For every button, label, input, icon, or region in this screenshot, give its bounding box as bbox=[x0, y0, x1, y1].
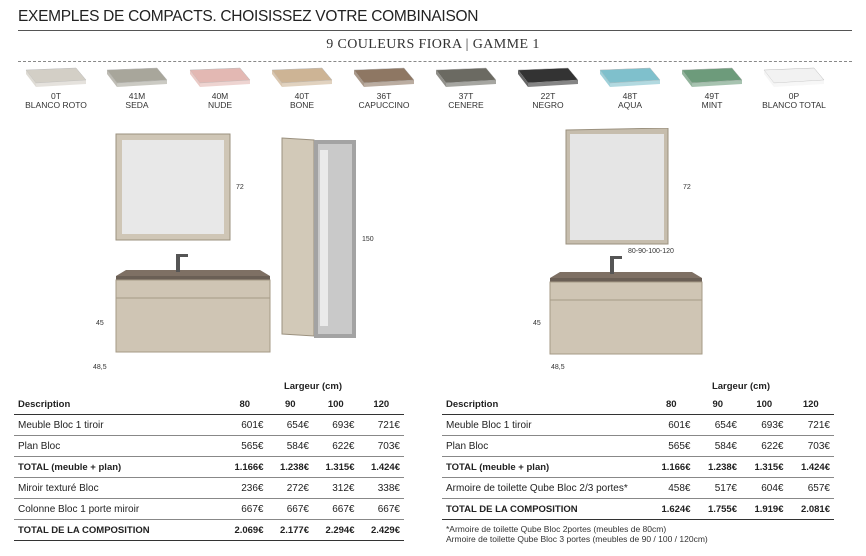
table-row bbox=[14, 520, 404, 541]
header-width: 120 bbox=[788, 394, 835, 415]
color-code: 37T bbox=[458, 91, 474, 101]
header-description: Description bbox=[442, 394, 648, 415]
color-name: BONE bbox=[289, 100, 315, 110]
color-chip bbox=[22, 66, 90, 92]
row-description: TOTAL DE LA COMPOSITION bbox=[442, 499, 648, 520]
price-cell: 1.238€ bbox=[268, 457, 314, 478]
color-swatch bbox=[342, 66, 426, 110]
row-description: TOTAL (meuble + plan) bbox=[442, 457, 648, 478]
color-chip bbox=[350, 66, 418, 92]
width-label: Largeur (cm) bbox=[711, 380, 771, 392]
right-widths: 80-90-100-120 bbox=[628, 248, 674, 255]
price-cell: 584€ bbox=[268, 436, 314, 457]
color-chip bbox=[103, 66, 171, 92]
table-row bbox=[14, 499, 404, 520]
row-description: Armoire de toilette Qube Bloc 2/3 portes* bbox=[442, 478, 648, 499]
price-cell: 2.294€ bbox=[313, 520, 359, 541]
page-title: EXEMPLES DE COMPACTS. CHOISISSEZ VOTRE COMBINAISON bbox=[18, 8, 479, 25]
price-cell: 1.755€ bbox=[695, 499, 742, 520]
width-label: Largeur (cm) bbox=[283, 380, 343, 392]
row-description: TOTAL (meuble + plan) bbox=[14, 457, 222, 478]
color-swatch bbox=[752, 66, 836, 110]
price-cell: 517€ bbox=[695, 478, 742, 499]
footnote-line-2: Armoire de toilette Qube Bloc 3 portes (meubles de 90 / 100 / 120cm) bbox=[446, 534, 708, 544]
color-chip bbox=[678, 66, 746, 92]
color-chip bbox=[760, 66, 828, 92]
price-cell: 721€ bbox=[788, 415, 835, 436]
price-cell: 693€ bbox=[313, 415, 359, 436]
price-cell: 312€ bbox=[313, 478, 359, 499]
table-row bbox=[442, 499, 834, 520]
header-width: 100 bbox=[741, 394, 788, 415]
price-cell: 1.315€ bbox=[313, 457, 359, 478]
color-swatch bbox=[178, 66, 262, 110]
color-code: 48T bbox=[622, 91, 638, 101]
left-depth: 48,5 bbox=[93, 364, 107, 371]
price-cell: 236€ bbox=[222, 478, 268, 499]
price-cell: 584€ bbox=[695, 436, 742, 457]
table-row bbox=[442, 478, 834, 499]
price-cell: 272€ bbox=[268, 478, 314, 499]
price-cell: 1.424€ bbox=[359, 457, 405, 478]
color-name: SEDA bbox=[125, 100, 149, 110]
table-row bbox=[14, 436, 404, 457]
color-code: 40T bbox=[294, 91, 310, 101]
title-divider bbox=[18, 30, 852, 31]
price-cell: 657€ bbox=[788, 478, 835, 499]
price-cell: 667€ bbox=[268, 499, 314, 520]
price-cell: 1.315€ bbox=[741, 457, 788, 478]
color-code: 0T bbox=[51, 91, 61, 101]
range-subtitle: 9 COULEURS FIORA | GAMME 1 bbox=[326, 37, 540, 52]
left-price-table bbox=[14, 378, 404, 541]
price-cell: 565€ bbox=[222, 436, 268, 457]
color-chip bbox=[432, 66, 500, 92]
dashed-divider bbox=[18, 61, 852, 62]
color-swatch bbox=[95, 66, 179, 110]
color-swatch bbox=[670, 66, 754, 110]
price-cell: 1.424€ bbox=[788, 457, 835, 478]
row-description: Colonne Bloc 1 porte miroir bbox=[14, 499, 222, 520]
price-cell: 1.166€ bbox=[648, 457, 695, 478]
right-mirror-height: 72 bbox=[683, 184, 691, 191]
color-chip bbox=[186, 66, 254, 92]
color-code: 49T bbox=[704, 91, 720, 101]
right-depth: 48,5 bbox=[551, 364, 565, 371]
header-width: 80 bbox=[648, 394, 695, 415]
color-name: BLANCO TOTAL bbox=[762, 100, 826, 110]
left-cabinet-height: 45 bbox=[96, 320, 104, 327]
price-cell: 667€ bbox=[313, 499, 359, 520]
price-cell: 604€ bbox=[741, 478, 788, 499]
color-code: 40M bbox=[211, 91, 229, 101]
color-chip bbox=[268, 66, 336, 92]
price-cell: 601€ bbox=[648, 415, 695, 436]
price-cell: 2.081€ bbox=[788, 499, 835, 520]
table-row bbox=[14, 457, 404, 478]
price-cell: 703€ bbox=[788, 436, 835, 457]
price-cell: 1.166€ bbox=[222, 457, 268, 478]
price-cell: 458€ bbox=[648, 478, 695, 499]
header-width: 90 bbox=[695, 394, 742, 415]
color-name: AQUA bbox=[617, 100, 643, 110]
table-row bbox=[442, 436, 834, 457]
color-swatch bbox=[260, 66, 344, 110]
price-cell: 703€ bbox=[359, 436, 405, 457]
header-width: 120 bbox=[359, 394, 405, 415]
row-description: Plan Bloc bbox=[442, 436, 648, 457]
row-description: Plan Bloc bbox=[14, 436, 222, 457]
header-width: 90 bbox=[268, 394, 314, 415]
price-cell: 1.238€ bbox=[695, 457, 742, 478]
price-cell: 2.069€ bbox=[222, 520, 268, 541]
price-cell: 667€ bbox=[359, 499, 405, 520]
color-swatch bbox=[506, 66, 590, 110]
price-cell: 654€ bbox=[695, 415, 742, 436]
left-composition-illustration bbox=[80, 130, 400, 375]
price-cell: 654€ bbox=[268, 415, 314, 436]
header-width: 100 bbox=[313, 394, 359, 415]
color-chip bbox=[596, 66, 664, 92]
color-name: NEGRO bbox=[532, 100, 564, 110]
color-name: BLANCO ROTO bbox=[25, 100, 87, 110]
right-price-table bbox=[442, 378, 834, 520]
price-cell: 693€ bbox=[741, 415, 788, 436]
row-description: TOTAL DE LA COMPOSITION bbox=[14, 520, 222, 541]
color-code: 0P bbox=[788, 91, 800, 101]
right-cabinet-height: 45 bbox=[533, 320, 541, 327]
left-column-height: 150 bbox=[362, 236, 374, 243]
color-name: MINT bbox=[701, 100, 723, 110]
table-row bbox=[14, 415, 404, 436]
price-cell: 721€ bbox=[359, 415, 405, 436]
color-chip bbox=[514, 66, 582, 92]
color-code: 41M bbox=[128, 91, 146, 101]
footnote bbox=[446, 524, 708, 544]
color-swatch bbox=[424, 66, 508, 110]
row-description: Meuble Bloc 1 tiroir bbox=[14, 415, 222, 436]
price-cell: 2.177€ bbox=[268, 520, 314, 541]
footnote-line-1: *Armoire de toilette Qube Bloc 2portes (meubles de 80cm) bbox=[446, 524, 667, 534]
price-cell: 667€ bbox=[222, 499, 268, 520]
price-cell: 622€ bbox=[741, 436, 788, 457]
price-cell: 601€ bbox=[222, 415, 268, 436]
header-description: Description bbox=[14, 394, 222, 415]
color-name: CENERE bbox=[448, 100, 484, 110]
color-swatch bbox=[588, 66, 672, 110]
color-code: 36T bbox=[376, 91, 392, 101]
left-mirror-height: 72 bbox=[236, 184, 244, 191]
price-cell: 565€ bbox=[648, 436, 695, 457]
price-cell: 338€ bbox=[359, 478, 405, 499]
row-description: Miroir texturé Bloc bbox=[14, 478, 222, 499]
row-description: Meuble Bloc 1 tiroir bbox=[442, 415, 648, 436]
price-cell: 1.919€ bbox=[741, 499, 788, 520]
price-cell: 622€ bbox=[313, 436, 359, 457]
header-width: 80 bbox=[222, 394, 268, 415]
table-row bbox=[14, 478, 404, 499]
price-cell: 1.624€ bbox=[648, 499, 695, 520]
price-cell: 2.429€ bbox=[359, 520, 405, 541]
color-name: NUDE bbox=[207, 100, 233, 110]
table-row bbox=[442, 415, 834, 436]
color-name: CAPUCCINO bbox=[358, 100, 410, 110]
table-row bbox=[442, 457, 834, 478]
color-swatch bbox=[14, 66, 98, 110]
color-code: 22T bbox=[540, 91, 556, 101]
